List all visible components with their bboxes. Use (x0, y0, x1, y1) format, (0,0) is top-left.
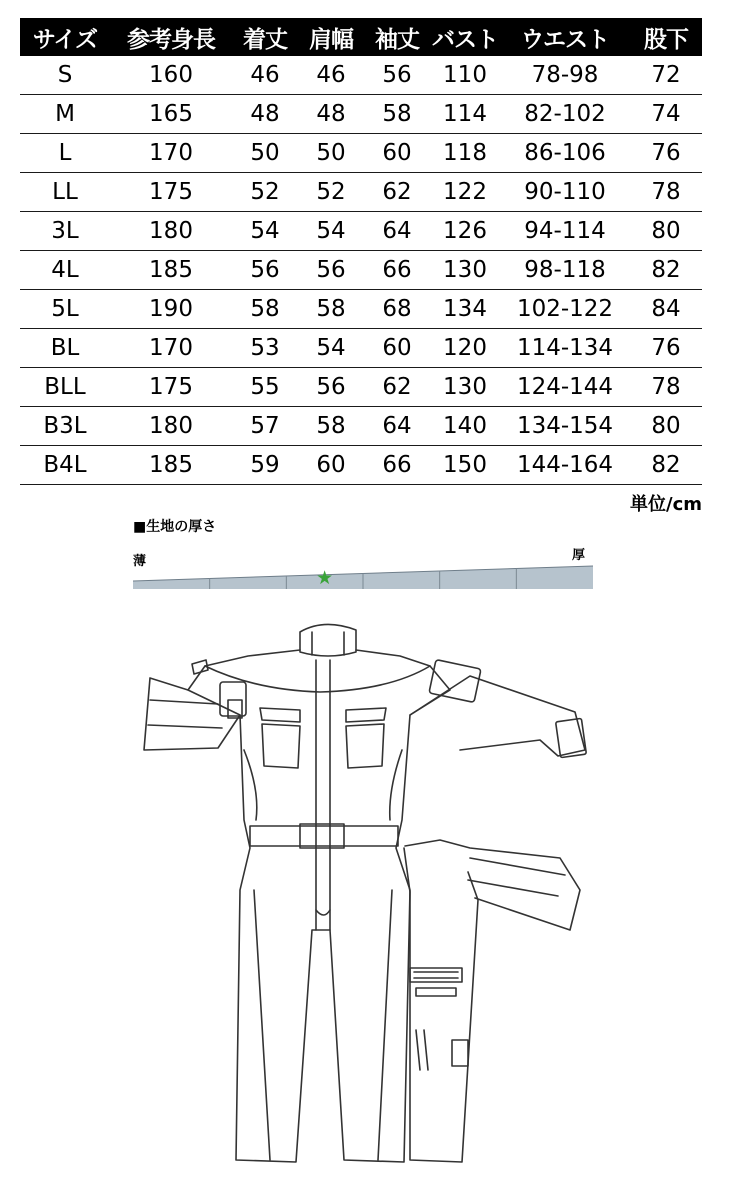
table-cell: 102-122 (500, 290, 630, 329)
size-label-cell: 4L (20, 251, 110, 290)
table-cell: 60 (298, 446, 364, 485)
size-label-cell: L (20, 134, 110, 173)
table-row (20, 446, 702, 485)
header-size: サイズ (20, 18, 110, 56)
table-row (20, 173, 702, 212)
table-cell: 130 (430, 251, 500, 290)
table-row (20, 95, 702, 134)
table-cell: 150 (430, 446, 500, 485)
table-cell: 76 (630, 134, 702, 173)
table-cell: 130 (430, 368, 500, 407)
table-cell: 114 (430, 95, 500, 134)
table-cell: 52 (232, 173, 298, 212)
table-cell: 175 (110, 368, 232, 407)
table-row (20, 329, 702, 368)
table-cell: 134-154 (500, 407, 630, 446)
table-cell: 165 (110, 95, 232, 134)
table-row (20, 251, 702, 290)
header-bust: バスト (430, 18, 500, 56)
table-cell: 58 (298, 407, 364, 446)
header-inseam: 股下 (630, 18, 702, 56)
table-row (20, 290, 702, 329)
table-cell: 52 (298, 173, 364, 212)
table-cell: 86-106 (500, 134, 630, 173)
table-cell: 82-102 (500, 95, 630, 134)
table-cell: 90-110 (500, 173, 630, 212)
table-cell: 46 (232, 56, 298, 95)
size-label-cell: BLL (20, 368, 110, 407)
table-cell: 66 (364, 251, 430, 290)
table-cell: 58 (364, 95, 430, 134)
table-cell: 59 (232, 446, 298, 485)
table-cell: 53 (232, 329, 298, 368)
table-cell: 134 (430, 290, 500, 329)
table-row (20, 134, 702, 173)
header-shoulder: 肩幅 (298, 18, 364, 56)
table-cell: 60 (364, 329, 430, 368)
header-sleeve: 袖丈 (364, 18, 430, 56)
size-table (20, 18, 702, 485)
table-cell: 62 (364, 368, 430, 407)
header-length: 着丈 (232, 18, 298, 56)
table-cell: 48 (232, 95, 298, 134)
thickness-title: ■生地の厚さ (133, 519, 217, 535)
table-cell: 56 (298, 251, 364, 290)
table-cell: 78-98 (500, 56, 630, 95)
size-label-cell: LL (20, 173, 110, 212)
table-cell: 94-114 (500, 212, 630, 251)
table-cell: 78 (630, 368, 702, 407)
table-cell: 185 (110, 251, 232, 290)
table-cell: 140 (430, 407, 500, 446)
table-cell: 54 (298, 329, 364, 368)
table-cell: 55 (232, 368, 298, 407)
table-cell: 118 (430, 134, 500, 173)
table-cell: 56 (298, 368, 364, 407)
table-row (20, 368, 702, 407)
thick-label: 厚 (572, 548, 586, 563)
thin-label: 薄 (133, 554, 147, 569)
table-cell: 185 (110, 446, 232, 485)
table-cell: 175 (110, 173, 232, 212)
table-row (20, 407, 702, 446)
table-cell: 80 (630, 407, 702, 446)
table-cell: 64 (364, 212, 430, 251)
table-cell: 50 (298, 134, 364, 173)
size-label-cell: BL (20, 329, 110, 368)
table-cell: 82 (630, 446, 702, 485)
table-cell: 144-164 (500, 446, 630, 485)
table-cell: 50 (232, 134, 298, 173)
table-cell: 76 (630, 329, 702, 368)
size-label-cell: 3L (20, 212, 110, 251)
table-cell: 46 (298, 56, 364, 95)
table-cell: 60 (364, 134, 430, 173)
table-cell: 68 (364, 290, 430, 329)
table-cell: 120 (430, 329, 500, 368)
header-height: 参考身長 (110, 18, 232, 56)
table-cell: 66 (364, 446, 430, 485)
table-cell: 110 (430, 56, 500, 95)
table-row (20, 56, 702, 95)
table-cell: 98-118 (500, 251, 630, 290)
table-cell: 122 (430, 173, 500, 212)
header-waist: ウエスト (500, 18, 630, 56)
table-cell: 170 (110, 329, 232, 368)
size-label-cell: 5L (20, 290, 110, 329)
table-cell: 56 (232, 251, 298, 290)
table-cell: 58 (298, 290, 364, 329)
coverall-illustration (0, 600, 750, 1200)
table-cell: 56 (364, 56, 430, 95)
size-label-cell: S (20, 56, 110, 95)
star-icon: ★ (316, 567, 334, 589)
table-cell: 48 (298, 95, 364, 134)
table-cell: 64 (364, 407, 430, 446)
table-cell: 57 (232, 407, 298, 446)
table-cell: 82 (630, 251, 702, 290)
table-cell: 72 (630, 56, 702, 95)
table-cell: 124-144 (500, 368, 630, 407)
table-cell: 114-134 (500, 329, 630, 368)
table-cell: 170 (110, 134, 232, 173)
table-cell: 54 (232, 212, 298, 251)
table-cell: 54 (298, 212, 364, 251)
table-cell: 180 (110, 212, 232, 251)
table-cell: 80 (630, 212, 702, 251)
thickness-scale (133, 560, 593, 590)
table-cell: 74 (630, 95, 702, 134)
table-body (20, 56, 702, 485)
table-cell: 78 (630, 173, 702, 212)
size-label-cell: B3L (20, 407, 110, 446)
table-cell: 126 (430, 212, 500, 251)
table-cell: 62 (364, 173, 430, 212)
table-cell: 190 (110, 290, 232, 329)
size-label-cell: B4L (20, 446, 110, 485)
table-cell: 84 (630, 290, 702, 329)
table-header-row (20, 18, 702, 56)
table-cell: 58 (232, 290, 298, 329)
unit-note: 単位/cm (630, 494, 702, 515)
table-cell: 160 (110, 56, 232, 95)
size-label-cell: M (20, 95, 110, 134)
table-row (20, 212, 702, 251)
table-cell: 180 (110, 407, 232, 446)
